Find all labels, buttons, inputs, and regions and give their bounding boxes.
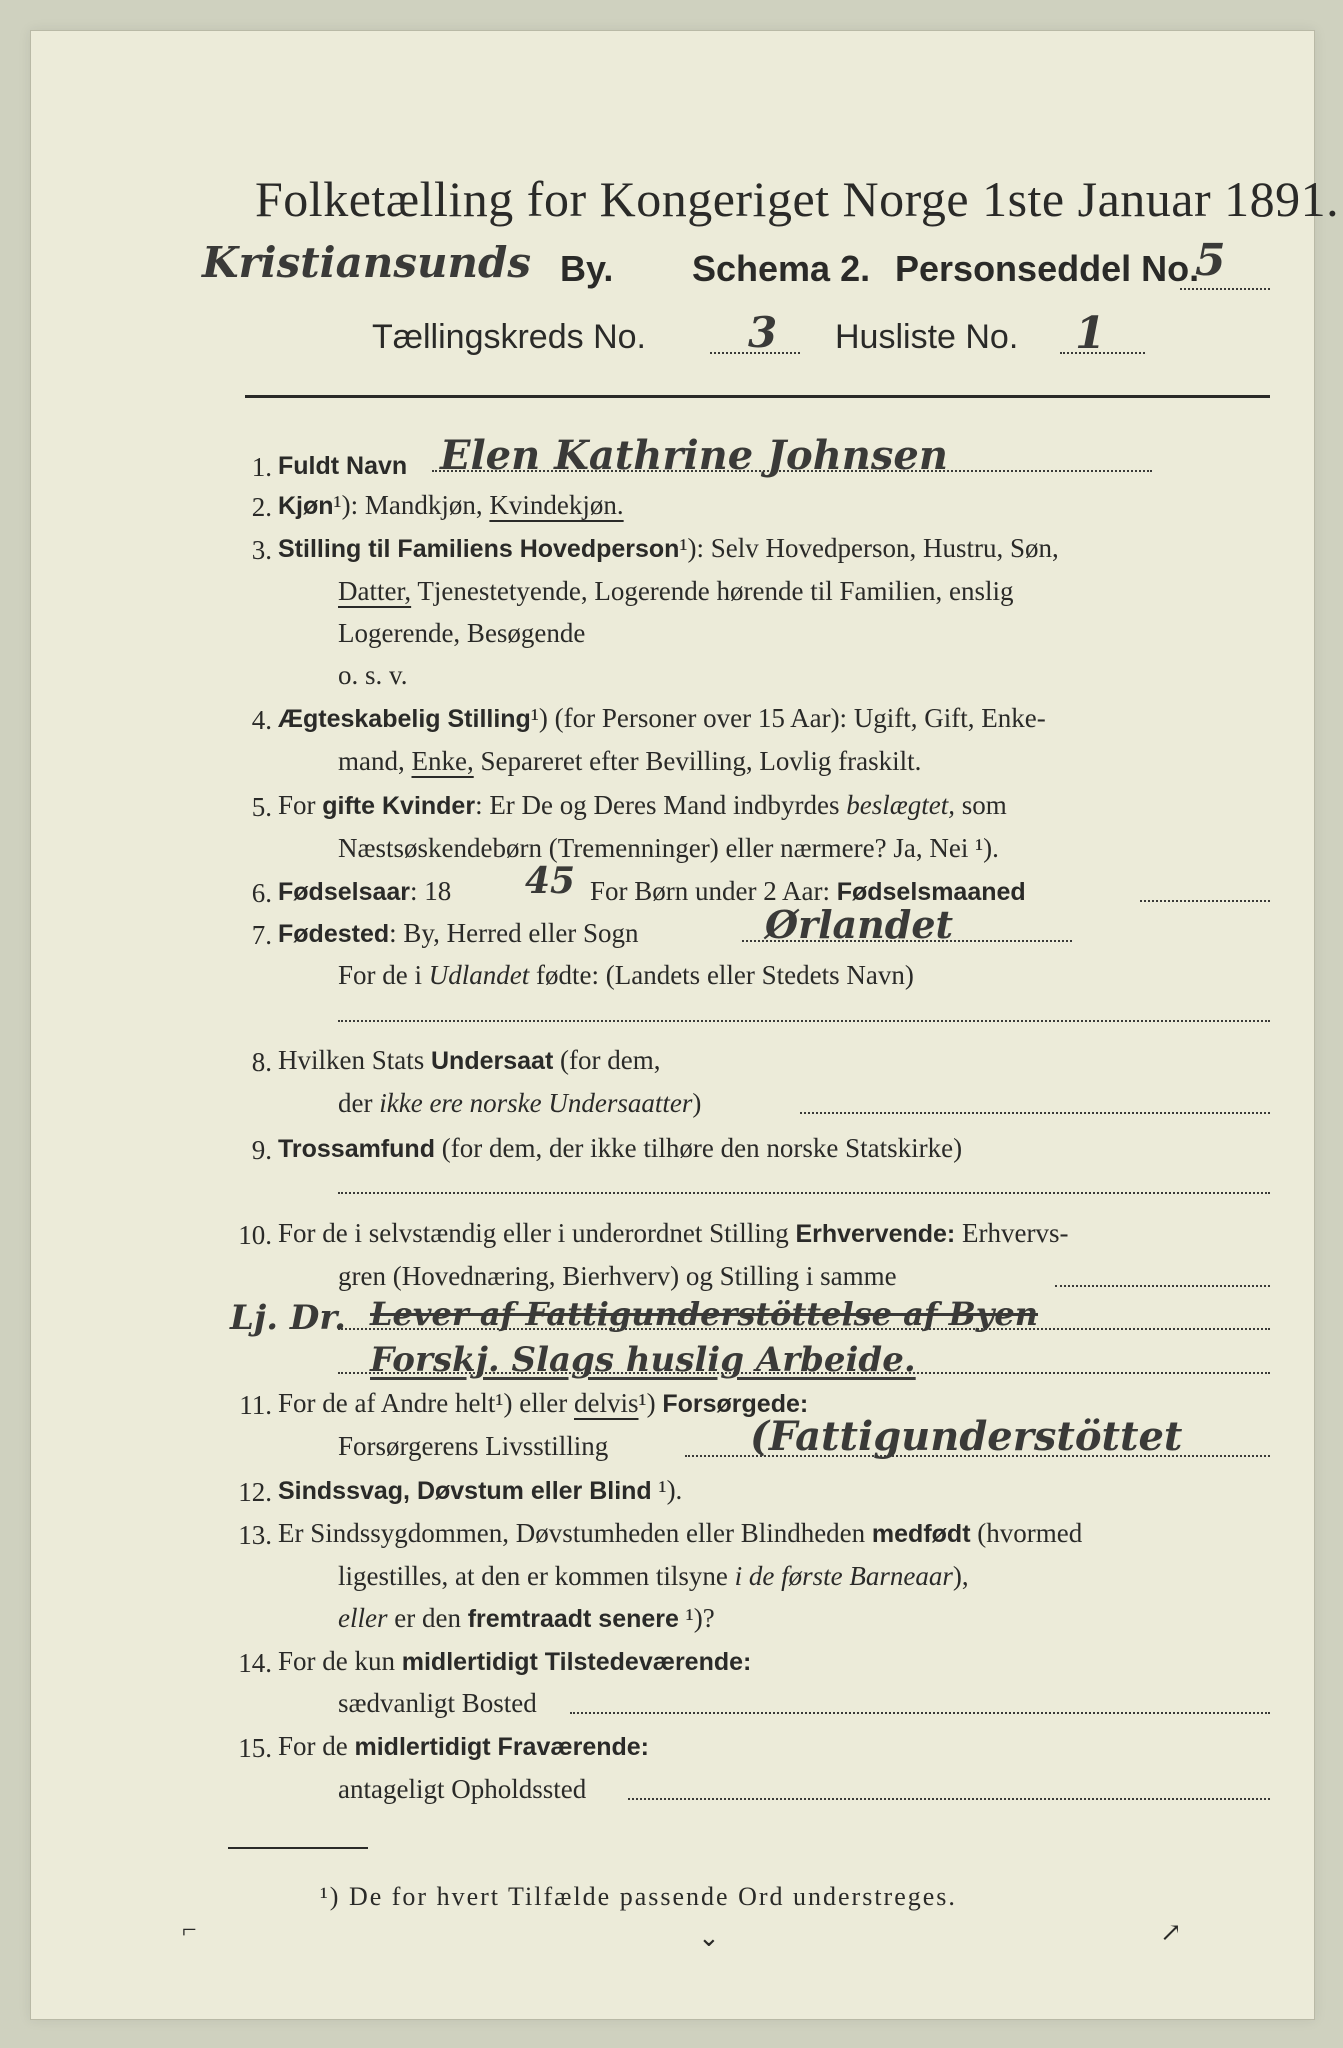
corner-mark-left: ⌐ <box>182 1915 197 1944</box>
item-number-10: 10. <box>238 1220 272 1250</box>
q12-row <box>278 1477 682 1504</box>
q8-italic: ikke ere norske Undersaatter <box>379 1088 693 1118</box>
q12-sup: ¹). <box>651 1475 683 1505</box>
footnote-rule <box>228 1847 368 1849</box>
q13-text-2b: ), <box>952 1561 969 1591</box>
q5-row-1 <box>278 792 1007 819</box>
q7-text: : By, Herred eller Sogn <box>389 918 639 948</box>
q6-label: Fødselsaar <box>278 878 411 906</box>
q4-text-2b: Separeret efter Bevilling, Lovlig fraskilt. <box>473 746 922 776</box>
q3-text-1: ¹): Selv Hovedperson, Hustru, Søn, <box>679 533 1059 563</box>
q8-text-1b: (for dem, <box>553 1045 661 1075</box>
q10-struck-answer: Lever af Fattigunderstöttelse af Byen <box>370 1295 1039 1333</box>
q7-dotline <box>742 940 1072 942</box>
q5-text-1: : Er De og Deres Mand indbyrdes <box>475 790 847 820</box>
q9-label: Trossamfund <box>278 1135 435 1163</box>
item-number-3: 3. <box>251 535 272 565</box>
corner-mark-center: ⌄ <box>698 1923 720 1952</box>
q5-label-a: For <box>278 790 323 820</box>
q8-text-2a: der <box>338 1088 380 1118</box>
q3-row-3: Logerende, Besøgende <box>338 618 586 648</box>
q10-dotline-1 <box>1055 1285 1270 1287</box>
footnote: ¹) De for hvert Tilfælde passende Ord understreges. <box>320 1882 957 1911</box>
q11-label: Forsørgede: <box>662 1390 809 1418</box>
q10-dotline-3 <box>338 1372 1270 1374</box>
q2-row <box>278 492 624 519</box>
q8-text-1a: Hvilken Stats <box>278 1045 431 1075</box>
q13-text-1a: Er Sindssygdommen, Døvstumheden eller Blindheden <box>278 1518 872 1548</box>
q10-text-1b: Erhvervs- <box>955 1218 1069 1248</box>
taellingskreds-label: Tællingskreds No. <box>372 318 646 356</box>
q10-row-2: gren (Hovednæring, Bierhverv) og Stilling i samme <box>338 1261 897 1291</box>
q6-row <box>278 878 451 905</box>
q4-row-1 <box>278 705 1046 732</box>
item-number-2: 2. <box>251 492 272 522</box>
q13-text-3b: ¹)? <box>678 1603 715 1633</box>
q2-label: Kjøn <box>278 492 334 520</box>
header-rule <box>245 395 1270 398</box>
q9-dotline <box>338 1192 1270 1194</box>
schema-label: Schema 2. <box>692 248 871 289</box>
q10-margin-note: Lj. Dr. <box>230 1298 346 1338</box>
q8-dotline <box>800 1112 1270 1114</box>
q1-row <box>278 452 407 479</box>
q10-row-1 <box>278 1220 1068 1247</box>
q7-answer-handwritten: Ørlandet <box>765 902 954 947</box>
q11-dotline <box>685 1455 1270 1457</box>
q13-text-3a: er den <box>387 1603 468 1633</box>
husliste-number: 1 <box>1075 308 1106 359</box>
q13-label-2: fremtraadt senere <box>467 1605 679 1633</box>
q3-row-2 <box>338 578 1013 605</box>
q2-selected-option: Kvindekjøn. <box>489 490 624 520</box>
q13-label: medfødt <box>871 1520 971 1548</box>
q11-text-1b: ¹) <box>638 1388 663 1418</box>
q1-label: Fuldt Navn <box>278 452 408 480</box>
by-label: By. <box>560 248 614 289</box>
q4-text-2a: mand, <box>338 746 412 776</box>
personseddel-number: 5 <box>1195 235 1226 286</box>
q7-italic: Udlandet <box>428 960 530 990</box>
q4-selected-option: Enke, <box>411 746 474 776</box>
q15-row-1 <box>278 1733 649 1760</box>
q1-answer-handwritten: Elen Kathrine Johnsen <box>440 432 948 479</box>
q7-label: Fødested <box>278 920 390 948</box>
city-handwritten: Kristiansunds <box>202 238 532 287</box>
item-number-4: 4. <box>251 705 272 735</box>
q2-options: ¹): Mandkjøn, <box>333 490 490 520</box>
q6-text-2: For Børn under 2 Aar: <box>590 876 837 906</box>
q15-label: midlertidigt Fraværende: <box>354 1733 649 1761</box>
q6-text: : 18 <box>410 876 452 906</box>
q13-row-3 <box>338 1605 715 1632</box>
q5-italic: beslægtet, <box>846 790 955 820</box>
item-number-9: 9. <box>251 1135 272 1165</box>
item-number-11: 11. <box>239 1390 272 1420</box>
q3-selected-option: Datter, <box>338 576 412 606</box>
q5-label: gifte Kvinder <box>322 792 476 820</box>
q11-selected-option: delvis <box>574 1388 639 1418</box>
corner-mark-right: ↗ <box>1160 1918 1182 1947</box>
item-number-8: 8. <box>251 1047 272 1077</box>
q3-text-2: Tjenestetyende, Logerende hørende til Familien, enslig <box>411 576 1014 606</box>
q13-italic-2: eller <box>338 1603 388 1633</box>
q6-row-2 <box>590 878 1026 905</box>
census-form-sheet <box>30 30 1340 2020</box>
q6-dotline <box>1140 900 1270 902</box>
q3-label: Stilling til Familiens Hovedperson <box>278 535 680 563</box>
q14-row-1 <box>278 1648 751 1675</box>
q14-dotline <box>570 1712 1270 1714</box>
q6-label-2: Fødselsmaaned <box>836 878 1026 906</box>
husliste-label: Husliste No. <box>835 318 1019 356</box>
q8-row-1 <box>278 1047 660 1074</box>
q13-text-2a: ligestilles, at den er kommen tilsyne <box>338 1561 735 1591</box>
q10-answer-handwritten: Forskj. Slags huslig Arbeide. <box>370 1340 916 1380</box>
item-number-5: 5. <box>251 792 272 822</box>
item-number-1: 1. <box>251 452 272 482</box>
form-title: Folketælling for Kongeriget Norge 1ste Januar 1891. <box>255 171 1340 227</box>
q3-row-1 <box>278 535 1059 562</box>
q8-label: Undersaat <box>431 1047 554 1075</box>
q7-dotline-2 <box>338 1020 1270 1022</box>
item-number-13: 13. <box>238 1520 272 1550</box>
q7-text-2a: For de i <box>338 960 429 990</box>
q14-text-1a: For de kun <box>278 1646 402 1676</box>
q13-italic: i de første Barneaar <box>734 1561 953 1591</box>
personseddel-label: Personseddel No. <box>895 248 1200 289</box>
q9-text: (for dem, der ikke tilhøre den norske Statskirke) <box>434 1133 963 1163</box>
q13-row-2 <box>338 1563 969 1590</box>
q15-row-2: antageligt Opholdssted <box>338 1774 587 1804</box>
q4-row-2 <box>338 748 921 775</box>
q14-label: midlertidigt Tilstedeværende: <box>401 1648 752 1676</box>
q10-text-1a: For de i selvstændig eller i underordnet Stilling <box>278 1218 796 1248</box>
q11-answer-handwritten: (Fattigunderstöttet <box>750 1413 1183 1460</box>
q8-text-2b: ) <box>692 1088 702 1118</box>
q4-text-1: ¹) (for Personer over 15 Aar): Ugift, Gift, Enke- <box>530 703 1046 733</box>
q15-text-1a: For de <box>278 1731 355 1761</box>
q3-row-4: o. s. v. <box>338 660 408 690</box>
q14-row-2: sædvanligt Bosted <box>338 1688 537 1718</box>
q5-row-2: Næstsøskendebørn (Tremenninger) eller nærmere? Ja, Nei ¹). <box>338 833 999 863</box>
item-number-12: 12. <box>238 1477 272 1507</box>
q7-row-1 <box>278 920 639 947</box>
q10-label: Erhvervende: <box>795 1220 956 1248</box>
item-number-14: 14. <box>238 1648 272 1678</box>
q12-label: Sindssvag, Døvstum eller Blind <box>278 1477 652 1505</box>
q5-text-1b: som <box>954 790 1007 820</box>
item-number-15: 15. <box>238 1733 272 1763</box>
personseddel-dotline <box>1180 288 1270 290</box>
q4-label: Ægteskabelig Stilling <box>278 705 531 733</box>
q6-answer-handwritten: 45 <box>525 860 576 902</box>
item-number-7: 7. <box>251 920 272 950</box>
q11-row-1 <box>278 1390 808 1417</box>
q7-text-2b: fødte: (Landets eller Stedets Navn) <box>529 960 914 990</box>
q11-row-2: Forsørgerens Livsstilling <box>338 1431 609 1461</box>
taellingskreds-number: 3 <box>748 308 778 357</box>
q13-row-1 <box>278 1520 1082 1547</box>
q8-row-2 <box>338 1090 701 1117</box>
q13-text-1b: (hvormed <box>970 1518 1083 1548</box>
q9-row <box>278 1135 962 1162</box>
q7-row-2 <box>338 962 914 989</box>
taellingskreds-dotline <box>710 352 800 354</box>
item-number-6: 6. <box>251 878 272 908</box>
husliste-dotline <box>1060 352 1145 354</box>
q11-text-1a: For de af Andre helt¹) eller <box>278 1388 574 1418</box>
q1-dotline <box>432 470 1152 472</box>
q10-dotline-2 <box>338 1328 1270 1330</box>
q15-dotline <box>628 1798 1270 1800</box>
